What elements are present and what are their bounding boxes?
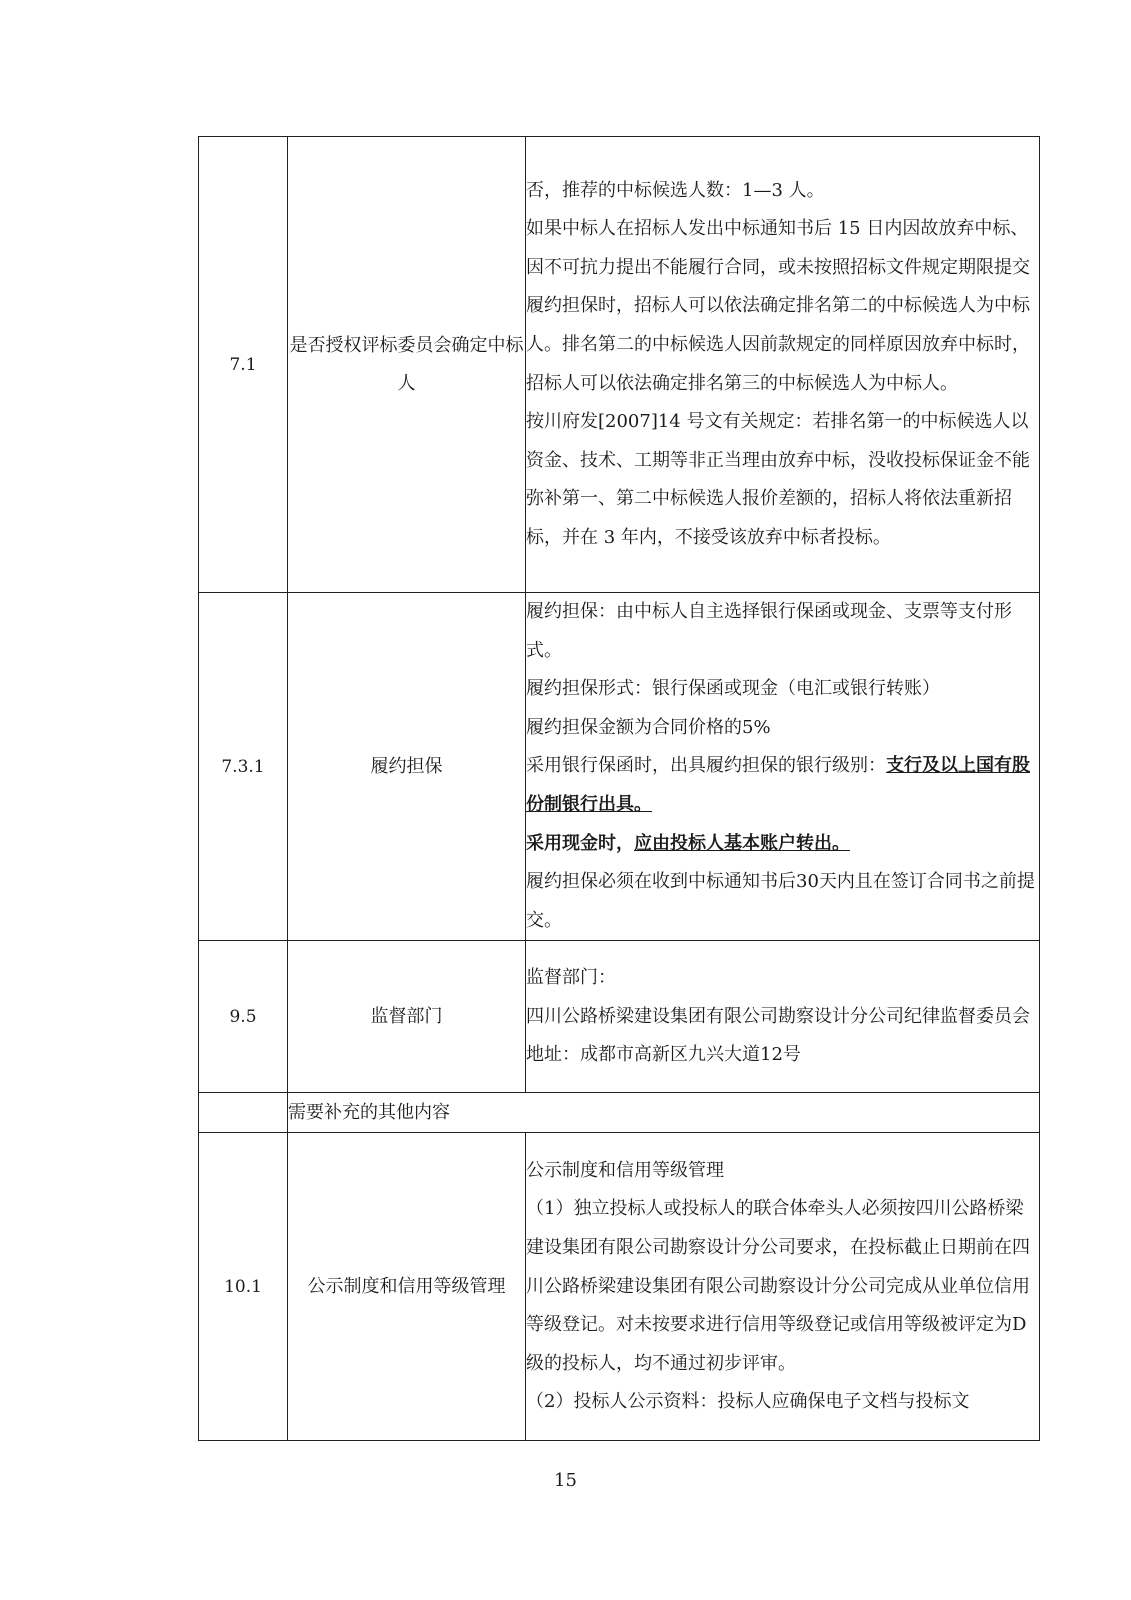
clause-number: 10.1 — [199, 1133, 288, 1441]
bank-level-requirement: 支行及以上国有股份制银行出具。 — [526, 755, 1030, 815]
clause-number: 7.1 — [199, 137, 288, 593]
clause-content — [526, 593, 1040, 941]
section-header: 需要补充的其他内容 — [288, 1093, 1040, 1133]
table-row — [199, 941, 1040, 1093]
content-line: 履约担保必须在收到中标通知书后30天内且在签订合同书之前提交。 — [526, 871, 1035, 931]
content-line: 监督部门： — [526, 966, 616, 988]
clause-item: 是否授权评标委员会确定中标人 — [288, 137, 526, 593]
content-line: 四川公路桥梁建设集团有限公司勘察设计分公司纪律监督委员会 — [526, 1005, 1030, 1027]
table-row — [199, 1133, 1040, 1441]
data-sheet-table — [198, 136, 1040, 1441]
content-line: 地址：成都市高新区九兴大道12号 — [526, 1044, 801, 1066]
content-line: （2）投标人公示资料：投标人应确保电子文档与投标文 — [526, 1391, 970, 1413]
content-line: 按川府发[2007]14 号文有关规定：若排名第一的中标候选人以资金、技术、工期等非正当理由放弃中标，没收投标保证金不能弥补第一、第二中标候选人报价差额的，招标人将依法重新招标，并在 3 年内，不接受该放弃中标者投标。 — [526, 411, 1030, 548]
table-row — [199, 137, 1040, 593]
bank-level-line — [526, 747, 1039, 824]
clause-content — [526, 137, 1040, 593]
table-row — [199, 593, 1040, 941]
bank-level-prefix: 采用银行保函时，出具履约担保的银行级别： — [526, 755, 886, 777]
clause-number: 9.5 — [199, 941, 288, 1093]
content-line: （1）独立投标人或投标人的联合体牵头人必须按四川公路桥梁建设集团有限公司勘察设计分公司要求，在投标截止日期前在四川公路桥梁建设集团有限公司勘察设计分公司完成从业单位信用等级登记。对未按要求进行信用等级登记或信用等级被评定为D级的投标人，均不通过初步评审。 — [526, 1198, 1030, 1374]
content-line: 履约担保形式：银行保函或现金（电汇或银行转账） — [526, 678, 940, 700]
cash-line — [526, 825, 1039, 864]
clause-item: 公示制度和信用等级管理 — [288, 1133, 526, 1441]
content-line: 履约担保：由中标人自主选择银行保函或现金、支票等支付形式。 — [526, 601, 1012, 661]
cash-prefix: 采用现金时， — [526, 832, 634, 854]
content-line: 否，推荐的中标候选人数：1—3 人。 — [526, 179, 825, 201]
section-header-row — [199, 1093, 1040, 1133]
clause-number: 7.3.1 — [199, 593, 288, 941]
content-line: 履约担保金额为合同价格的5% — [526, 716, 771, 738]
empty-cell — [199, 1093, 288, 1133]
clause-content — [526, 941, 1040, 1093]
content-line: 如果中标人在招标人发出中标通知书后 15 日内因故放弃中标、因不可抗力提出不能履行合同，或未按照招标文件规定期限提交履约担保时，招标人可以依法确定排名第二的中标候选人为中标人。排名第二的中标候选人因前款规定的同样原因放弃中标时，招标人可以依法确定排名第三的中标候选人为中标人。 — [526, 218, 1030, 394]
clause-content — [526, 1133, 1040, 1441]
clause-item: 履约担保 — [288, 593, 526, 941]
content-line: 公示制度和信用等级管理 — [526, 1159, 724, 1181]
cash-requirement: 应由投标人基本账户转出。 — [634, 832, 850, 854]
clause-item: 监督部门 — [288, 941, 526, 1093]
page-number: 15 — [554, 1470, 577, 1491]
